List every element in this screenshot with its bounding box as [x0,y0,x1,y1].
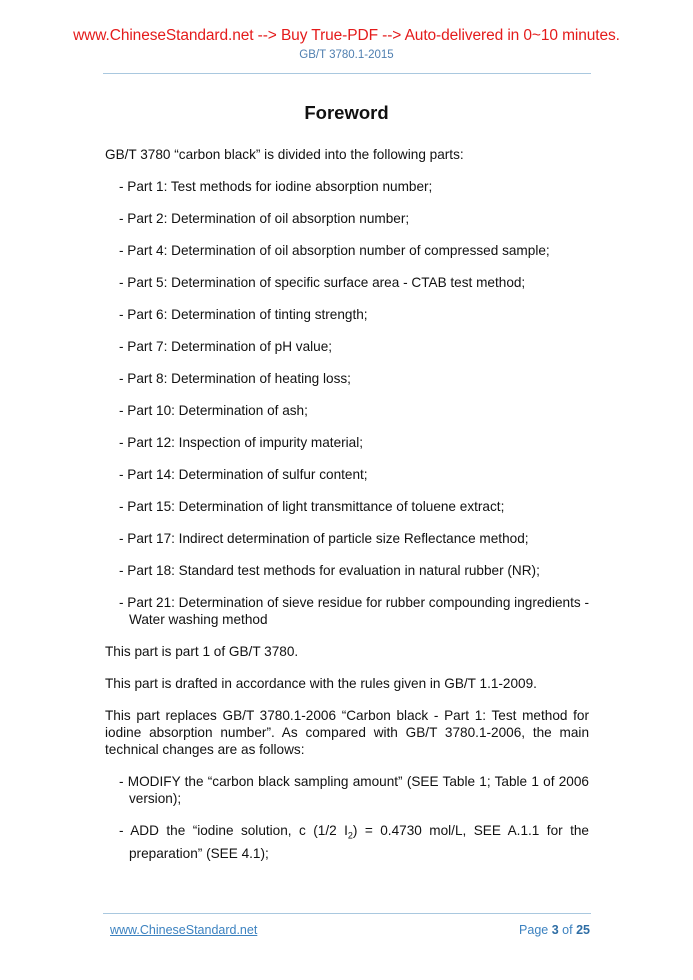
list-item: - Part 4: Determination of oil absorption number of compressed sample; [119,243,550,258]
list-item: - Part 5: Determination of specific surface area - CTAB test method; [119,275,526,290]
header-divider [103,73,591,74]
subscript: 2 [347,830,353,841]
body-paragraph: This part replaces GB/T 3780.1-2006 “Carbon black - Part 1: Test method for iodine absorption number”. As compared with GB/T 3780.1-2006, the main technical changes are as follows: [105,708,589,757]
list-item: - Part 18: Standard test methods for evaluation in natural rubber (NR); [119,563,540,578]
page-label: Page [519,923,549,937]
list-item: - Part 21: Determination of sieve residue for rubber compounding ingredients - Water washing method [119,595,589,627]
page-total: 25 [576,923,590,937]
body-paragraph: This part is part 1 of GB/T 3780. [105,644,299,659]
intro-paragraph: GB/T 3780 “carbon black” is divided into the following parts: [105,147,464,162]
document-body [105,146,589,877]
list-item: - Part 1: Test methods for iodine absorption number; [119,179,433,194]
list-item: - Part 12: Inspection of impurity material; [119,435,364,450]
promo-banner: www.ChineseStandard.net --> Buy True-PDF --> Auto-delivered in 0~10 minutes. [73,27,620,44]
list-item: - Part 15: Determination of light transmittance of toluene extract; [119,499,505,514]
page-current: 3 [551,923,559,937]
change-text-after: ) = 0.4730 mol/L, SEE A.1.1 for the preparation” (SEE 4.1); [129,823,589,861]
document-id: GB/T 3780.1-2015 [299,49,394,61]
list-item: - Part 10: Determination of ash; [119,403,308,418]
list-item: - Part 2: Determination of oil absorption number; [119,211,410,226]
body-paragraph: This part is drafted in accordance with the rules given in GB/T 1.1-2009. [105,676,537,691]
footer-divider [103,913,591,914]
list-item: - Part 14: Determination of sulfur content; [119,467,368,482]
list-item: - MODIFY the “carbon black sampling amount” (SEE Table 1; Table 1 of 2006 version); [119,774,589,806]
footer-website-link[interactable]: www.ChineseStandard.net [110,923,258,937]
list-item [119,822,589,862]
page-of: of [562,923,573,937]
list-item: - Part 7: Determination of pH value; [119,339,333,354]
change-text-before: - ADD the “iodine solution, c (1/2 I [119,823,348,838]
list-item: - Part 6: Determination of tinting strength; [119,307,368,322]
changes-list [105,773,589,862]
list-item: - Part 17: Indirect determination of particle size Reflectance method; [119,531,529,546]
list-item: - Part 8: Determination of heating loss; [119,371,351,386]
page-number [519,923,590,937]
parts-list [105,178,589,628]
page-title: Foreword [304,102,389,123]
